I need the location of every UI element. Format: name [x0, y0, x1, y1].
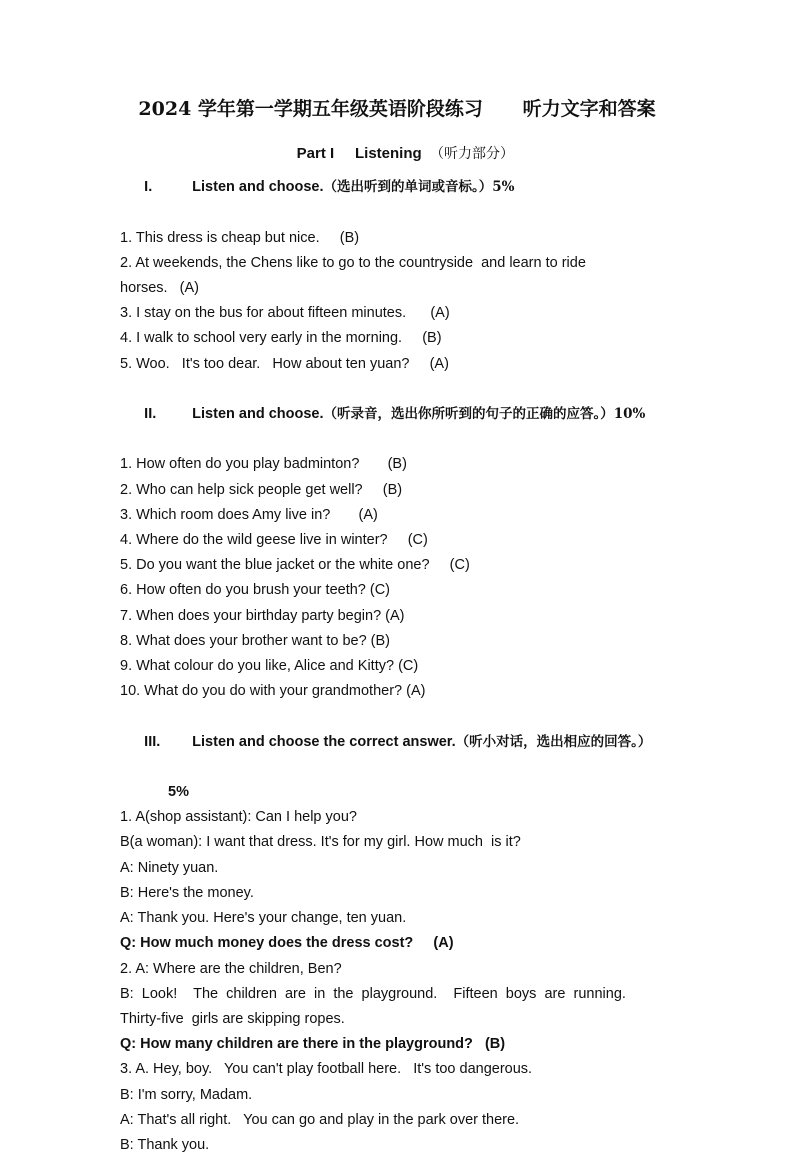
dialogue-line: B: Thank you. [120, 1136, 210, 1153]
subtitle-chinese: （听力部分） [430, 146, 515, 162]
dialogue-line: A: That's all right. You can go and play in the park over there. [120, 1111, 520, 1128]
list-item: 5. Woo. It's too dear. How about ten yuan? (A) [120, 355, 449, 372]
dialogue-line: 3. A. Hey, boy. You can't play football here. It's too dangerous. [120, 1061, 533, 1078]
document-body [120, 150, 700, 1158]
list-item: 4. Where do the wild geese live in winter? (C) [120, 532, 428, 549]
section-heading-1 [120, 150, 700, 226]
dialogue-line: Thirty-five girls are skipping ropes. [120, 1010, 345, 1027]
dialogue-line: 1. A(shop assistant): Can I help you? [120, 809, 357, 826]
list-item: 1. This dress is cheap but nice. (B) [120, 229, 360, 246]
dialogue-line: B: I'm sorry, Madam. [120, 1086, 253, 1103]
section-note: （选出听到的单词或音标。）5% [323, 179, 515, 196]
section-title: Listen and choose. [192, 406, 324, 423]
list-item: 4. I walk to school very early in the morning. (B) [120, 330, 442, 347]
list-item: 8. What does your brother want to be? (B) [120, 632, 390, 649]
list-item: 9. What colour do you like, Alice and Kitty? (C) [120, 658, 419, 675]
section-title: Listen and choose the correct answer. [192, 733, 456, 750]
section-heading-3 [120, 704, 700, 780]
list-item: 3. Which room does Amy live in? (A) [120, 506, 378, 523]
list-item: horses. (A) [120, 280, 199, 297]
list-item: 6. How often do you brush your teeth? (C) [120, 582, 391, 599]
dialogue-line: A: Ninety yuan. [120, 859, 219, 876]
dialogue-line: B(a woman): I want that dress. It's for my girl. How much is it? [120, 834, 521, 851]
list-item: 2. At weekends, the Chens like to go to the countryside and learn to ride [120, 254, 586, 271]
list-item: 7. When does your birthday party begin? (A) [120, 607, 405, 624]
list-item: 2. Who can help sick people get well? (B) [120, 481, 403, 498]
question-line: Q: How much money does the dress cost? (A) [120, 935, 454, 952]
subtitle-english: Part I Listening [296, 145, 431, 162]
section-heading-2 [120, 377, 700, 453]
dialogue-line: 2. A: Where are the children, Ben? [120, 960, 342, 977]
page-title: 2024 学年第一学期五年级英语阶段练习 听力文字和答案 [138, 98, 656, 120]
list-item: 5. Do you want the blue jacket or the white one? (C) [120, 557, 470, 574]
section-note: （听小对话，选出相应的回答。） [455, 733, 652, 750]
dialogue-line: B: Look! The children are in the playground. Fifteen boys are running. [120, 985, 626, 1002]
section-number: II. [144, 406, 157, 423]
section-title: Listen and choose. [192, 179, 324, 196]
question-line: Q: How many children are there in the playground? (B) [120, 1036, 506, 1053]
list-item: 3. I stay on the bus for about fifteen minutes. (A) [120, 305, 450, 322]
section-number: III. [144, 733, 161, 750]
list-item: 1. How often do you play badminton? (B) [120, 456, 407, 473]
list-item: 10. What do you do with your grandmother? (A) [120, 683, 426, 700]
section-number: I. [144, 179, 153, 196]
dialogue-line: A: Thank you. Here's your change, ten yuan. [120, 910, 407, 927]
dialogue-line: B: Here's the money. [120, 884, 254, 901]
section-note: （听录音，选出你所听到的句子的正确的应答。）10% [323, 406, 646, 423]
section-percent: 5% [168, 784, 189, 801]
